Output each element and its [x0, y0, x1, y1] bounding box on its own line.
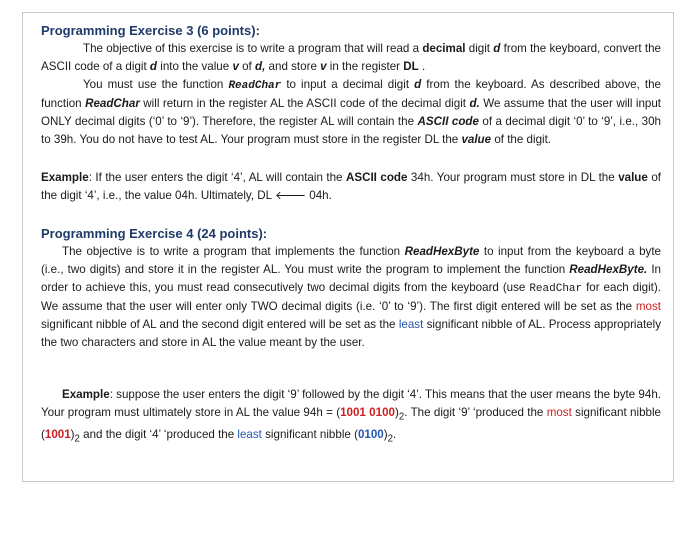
exercise-4-objective: The objective is to write a program that implements the function ReadHexByte to input from the keyboard a byte (i.e., two digits) and store it in the register AL. You must write the program to implement the function ReadHexByte. In order to achieve this, you must read consecutively two decimal digits from the keyboard (use ReadChar for each digit). We assume that the user will enter only TWO decimal digits (i.e. ‘0’ to ‘9’). The first digit entered will be set as the most significant nibble of AL and the second digit entered will be set as the least significant nibble of AL. Process appropriately the two characters and store in AL the value meant by the user. [41, 245, 661, 349]
exercise-3-title: Programming Exercise 3 (6 points): [41, 23, 260, 38]
exercise-4-title: Programming Exercise 4 (24 points): [41, 226, 268, 241]
exercise-3-instructions: You must use the function ReadChar to input a decimal digit d from the keyboard. As described above, the function ReadChar will return in the register AL the ASCII code of the decimal digit d. We assume that the user will input ONLY decimal digits (‘0’ to ‘9’). Therefore, the register AL will contain the ASCII code of a decimal digit ‘0’ to ‘9’, i.e., 30h to 39h. You do not have to test AL. Your program must store in the register DL the value of the digit. [41, 78, 662, 146]
exercise-4-example: Example: suppose the user enters the digit ‘9’ followed by the digit ‘4’. This means that the user means the byte 94h. Your program must ultimately store in AL the value 94h = (1001 $0100)_2$. The digit ‘9’ ‘produced the most significant nibble $(1001)_2$ and the digit ‘4’ ‘produced the least significant nibble $(0100)_2$. [41, 388, 661, 445]
document-content [41, 22, 661, 449]
exercise-3-objective: The objective of this exercise is to write a program that will read a decimal digit d from the keyboard, convert the ASCII code of a digit d into the value v of d, and store v in the register DL . [41, 42, 661, 73]
exercise-3-example: Example: If the user enters the digit ‘4’, AL will contain the ASCII code 34h. Your program must store in DL the value of the digit ‘4’, i.e., the value 04h. Ultimately, DL 🡐 04h. [41, 171, 661, 202]
left-arrow-icon: 🡐 [274, 189, 307, 202]
